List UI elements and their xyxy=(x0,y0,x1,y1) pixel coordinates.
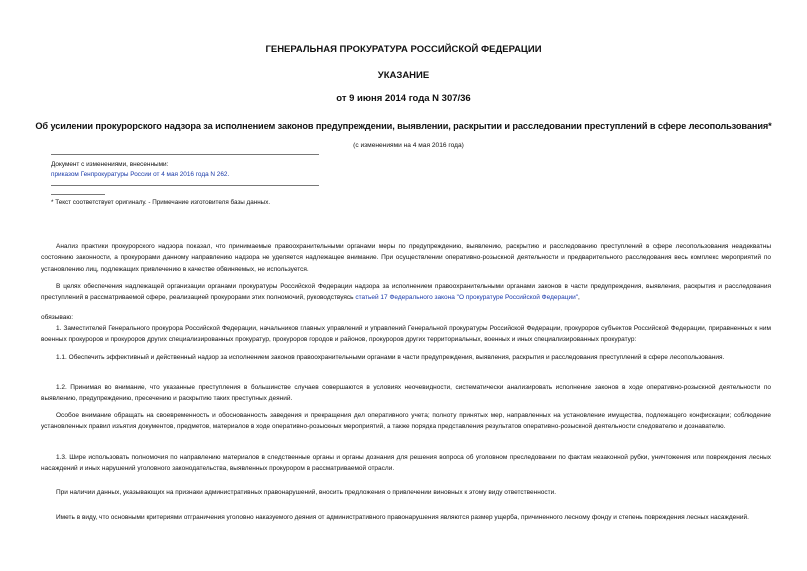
paragraph-analysis: Анализ практики прокурорского надзора показал, что принимаемые правоохранительными органами меры по предупреждению, выявлению, раскрытию и расследованию преступлений в сфере лесопользования неадекватны состоянию законности, а прокурорами данному направлению надзора не уделяется надлежащее внимание. При осуществлении оперативно-розыскной деятельности и предварительного расследования весь комплекс мероприятий по установлению лиц, подлежащих привлечению в качестве обвиняемых, не используется. xyxy=(41,243,771,273)
document-title: Об усилении прокурорского надзора за исполнением законов предупреждении, выявлении, раскрытии и расследовании преступлений в сфере лесопользования* xyxy=(35,121,772,131)
document-date-number: от 9 июня 2014 года N 307/36 xyxy=(336,93,471,104)
paragraph-obligate: обязываю: xyxy=(41,314,74,321)
paragraph-item-1-3: 1.3. Шире использовать полномочия по направлению материалов в следственные органы и органы дознания для решения вопроса об уголовном преследовании по фактам незаконной рубки, уничтожения или повреждения лесных насаждений и иных нарушений уголовного законодательства, выявленных прокурором в рассматриваемой отрасли. xyxy=(41,454,771,473)
paragraph-purpose xyxy=(41,281,771,304)
paragraph-item-1: 1. Заместителей Генерального прокурора Российской Федерации, начальников главных управлений и управлений Генеральной прокуратуры Российской Федерации, прокуроров субъектов Российской Федерации, приравненных к ним военных прокуроров и прокуроров других специализированных прокуратур, прокуроров городов и районов, прокуроров других территориальных, военных и иных специализированных прокуратур: xyxy=(41,325,771,344)
paragraph-purpose-text: В целях обеспечения надлежащей организации органами прокуратуры Российской Федерации надзора за исполнением правоохранительными органами законов в части предупреждения, выявления, раскрытия и расследования преступлений в рассматриваемой сфере, реализацией прокурорами этих полномочий, руководствуясь xyxy=(41,283,771,302)
authority-heading: ГЕНЕРАЛЬНАЯ ПРОКУРАТУРА РОССИЙСКОЙ ФЕДЕРАЦИИ xyxy=(265,44,542,55)
info-box-top-rule xyxy=(51,154,319,155)
footnote: * Текст соответствует оригиналу. - Примечание изготовителя базы данных. xyxy=(51,199,271,206)
paragraph-item-1-2: 1.2. Принимая во внимание, что указанные преступления в большинстве случаев совершаются в условиях неочевидности, систематически анализировать исполнение законов в ходе оперативно-розыскной деятельности по выявлению, предупреждению, пресечению и раскрытию таких преступных деяний. xyxy=(41,384,771,403)
paragraph-purpose-end: , xyxy=(578,294,580,302)
law-article-link[interactable]: статьей 17 Федерального закона "О прокуратуре Российской Федерации" xyxy=(355,294,579,302)
document-type-heading: УКАЗАНИЕ xyxy=(377,70,430,81)
paragraph-special-attention: Особое внимание обращать на своевременность и обоснованность заведения и прекращения дел оперативного учета; полноту принятых мер, направленных на установление имущества, подлежащего конфискации; соблюдение установленных правил изъятия документов, предметов, материалов в ходе оперативно-розыскных мероприятий, а также порядка представления результатов оперативно-розыскной деятельности следователю и дознавателю. xyxy=(41,412,771,431)
paragraph-item-1-1: 1.1. Обеспечить эффективный и действенный надзор за исполнением законов правоохранительными органами в части предупреждения, выявления, раскрытия и расследования преступлений в сфере лесопользования. xyxy=(56,354,725,361)
paragraph-criteria: Иметь в виду, что основными критериями отграничения уголовно наказуемого деяния от административного правонарушения являются размер ущерба, причиненного лесному фонду и степень повреждения лесных насаждений. xyxy=(56,514,749,521)
amendments-info-box xyxy=(51,160,326,180)
edition-note: (с изменениями на 4 мая 2016 года) xyxy=(353,142,464,149)
footnote-rule xyxy=(51,194,105,195)
amendment-order-link[interactable]: приказом Генпрокуратуры России от 4 мая 2016 года N 262. xyxy=(51,171,230,178)
amendments-label: Документ с изменениями, внесенными: xyxy=(51,161,169,168)
paragraph-administrative: При наличии данных, указывающих на признаки административных правонарушений, вносить предложения о привлечении виновных к этому виду ответственности. xyxy=(56,489,557,496)
info-box-bottom-rule xyxy=(51,185,319,186)
